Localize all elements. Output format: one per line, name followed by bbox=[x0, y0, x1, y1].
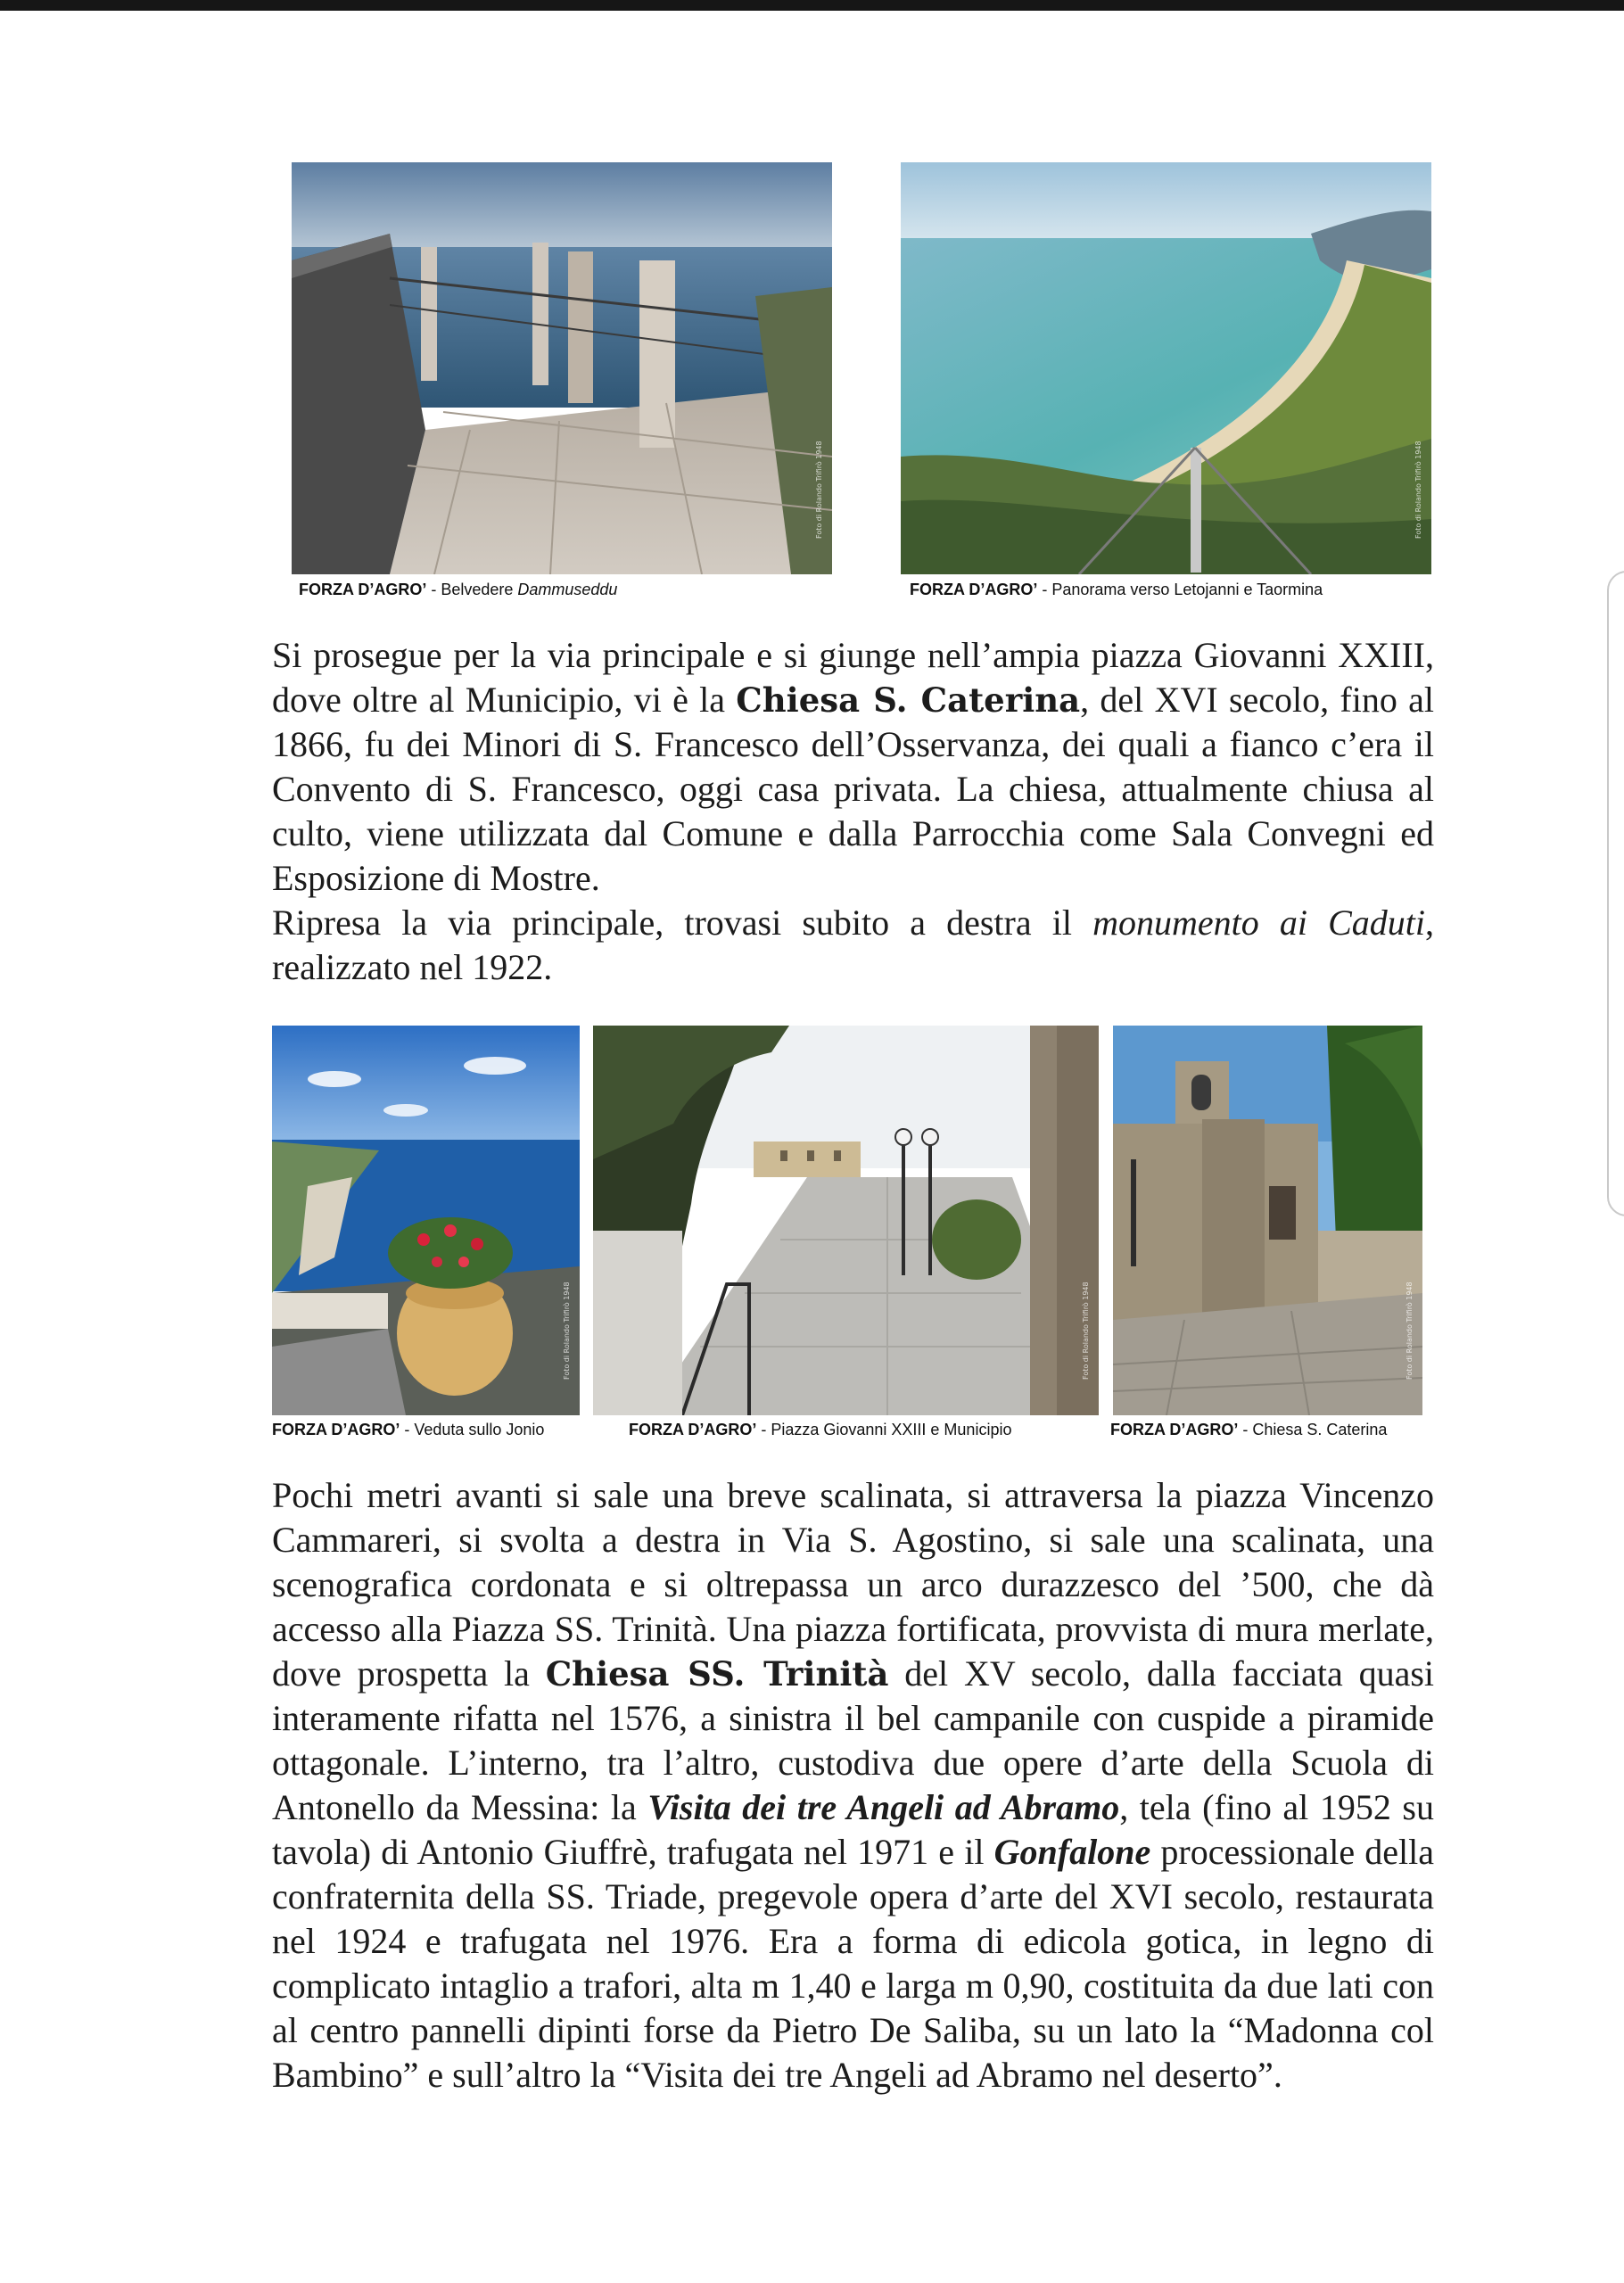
paragraph-text: del XV secolo, dalla facciata quasi interamente rifatta nel 1576, a sinistra il bel campanile con cuspide a piramide ottagonale. L’interno, tra l’altro, custodiva due opere d’arte della Scuola di Antonello da Messina: la bbox=[272, 1653, 1435, 1827]
belvedere-image bbox=[292, 162, 832, 574]
caption-description: Veduta sullo Jonio bbox=[414, 1421, 545, 1438]
paragraph-text: Si prosegue per la via principale e si giunge nell’ampia piazza Giovanni XXIII, dove oltre al Municipio, vi è la bbox=[272, 635, 1434, 720]
chiesa-caterina-image bbox=[1113, 1026, 1422, 1415]
paragraph-text: Pochi metri avanti si sale una breve scalinata, si attraversa la piazza Vincenzo Cammareri, si svolta a destra in Via S. Agostino, si sale una scalinata, una scenografica cordonata e si oltrepassa un arco durazzesco del ’500, che dà accesso alla Piazza SS. Trinità. Una piazza fortificata, provvista di mura merlate, dove prospetta la bbox=[272, 1475, 1434, 1694]
paragraph-text: , realizzato nel 1922. bbox=[272, 902, 1434, 987]
article-text-upper bbox=[272, 633, 1434, 990]
caption-description: Chiesa S. Caterina bbox=[1252, 1421, 1388, 1438]
paragraph-chiesa-trinita bbox=[272, 1473, 1434, 2098]
highlight-gonfalone: Gonfalone bbox=[993, 1832, 1151, 1872]
photo-piazza-giovanni bbox=[593, 1026, 1099, 1415]
veduta-jonio-image bbox=[272, 1026, 580, 1415]
photo-watermark: Foto di Rolando Trifirò 1948 bbox=[563, 1282, 571, 1380]
caption-separator: - bbox=[426, 581, 441, 598]
caption-place: FORZA D’AGRO’ bbox=[1110, 1421, 1239, 1438]
caption-description: Panorama verso Letojanni e Taormina bbox=[1051, 581, 1323, 598]
highlight-monumento: monumento ai Caduti bbox=[1092, 902, 1425, 943]
paragraph-text: , del XVI secolo, fino al 1866, fu dei Minori di S. Francesco dell’Osservanza, dei quali a fianco c’era il Convento di S. Francesco, oggi casa privata. La chiesa, attualmente chiusa al culto, viene utilizzata dal Comune e dalla Parrocchia come Sala Convegni ed Esposizione di Mostre. bbox=[272, 680, 1434, 898]
highlight-chiesa-trinita: Chiesa SS. Trinità bbox=[545, 1654, 889, 1694]
article-text-lower bbox=[272, 1473, 1434, 2098]
caption-separator: - bbox=[1238, 1421, 1253, 1438]
caption-panorama bbox=[910, 580, 1323, 599]
paragraph-chiesa-caterina bbox=[272, 633, 1434, 901]
highlight-chiesa-caterina: Chiesa S. Caterina bbox=[736, 680, 1081, 720]
paragraph-text: Ripresa la via principale, trovasi subito a destra il bbox=[272, 902, 1093, 943]
caption-belvedere bbox=[299, 580, 617, 599]
caption-separator: - bbox=[400, 1421, 415, 1438]
highlight-visita-angeli: Visita dei tre Angeli ad Abramo bbox=[647, 1787, 1120, 1827]
caption-place: FORZA D’AGRO’ bbox=[299, 581, 427, 598]
panorama-image bbox=[901, 162, 1431, 574]
photo-watermark: Foto di Rolando Trifirò 1948 bbox=[1414, 441, 1422, 539]
piazza-giovanni-image bbox=[593, 1026, 1099, 1415]
caption-place: FORZA D’AGRO’ bbox=[629, 1421, 757, 1438]
top-status-bar bbox=[0, 0, 1624, 11]
caption-separator: - bbox=[756, 1421, 771, 1438]
caption-chiesa-caterina bbox=[1110, 1420, 1387, 1439]
photo-belvedere bbox=[292, 162, 832, 574]
paragraph-monumento bbox=[272, 901, 1434, 990]
paragraph-text: processionale della confraternita della SS. Triade, pregevole opera d’arte del XVI secolo, restaurata nel 1924 e trafugata nel 1976. Era a forma di edicola gotica, in legno di complicato intaglio a trafori, alta m 1,40 e larga m 0,90, costituita da due lati con al centro pannelli dipinti forse da Pietro De Saliba, su un lato la “Madonna col Bambino” e sull’altro la “Visita dei tre Angeli ad Abramo nel deserto”. bbox=[272, 1832, 1435, 2095]
photo-veduta-jonio bbox=[272, 1026, 580, 1415]
caption-separator: - bbox=[1037, 581, 1052, 598]
caption-description: Piazza Giovanni XXIII e Municipio bbox=[771, 1421, 1012, 1438]
photo-watermark: Foto di Rolando Trifirò 1948 bbox=[1406, 1282, 1414, 1380]
caption-place: FORZA D’AGRO’ bbox=[272, 1421, 400, 1438]
caption-description: Belvedere bbox=[441, 581, 518, 598]
caption-description-italic: Dammuseddu bbox=[517, 581, 618, 598]
photo-chiesa-caterina bbox=[1113, 1026, 1422, 1415]
photo-watermark: Foto di Rolando Trifirò 1948 bbox=[815, 441, 823, 539]
photo-panorama bbox=[901, 162, 1431, 574]
paragraph-text: , tela (fino al 1952 su tavola) di Antonio Giuffrè, trafugata nel 1971 e il bbox=[272, 1787, 1434, 1872]
caption-piazza-giovanni bbox=[629, 1420, 1011, 1439]
caption-place: FORZA D’AGRO’ bbox=[910, 581, 1038, 598]
page-scroll-handle[interactable] bbox=[1607, 571, 1624, 1216]
photo-watermark: Foto di Rolando Trifirò 1948 bbox=[1082, 1282, 1090, 1380]
caption-veduta-jonio bbox=[272, 1420, 544, 1439]
